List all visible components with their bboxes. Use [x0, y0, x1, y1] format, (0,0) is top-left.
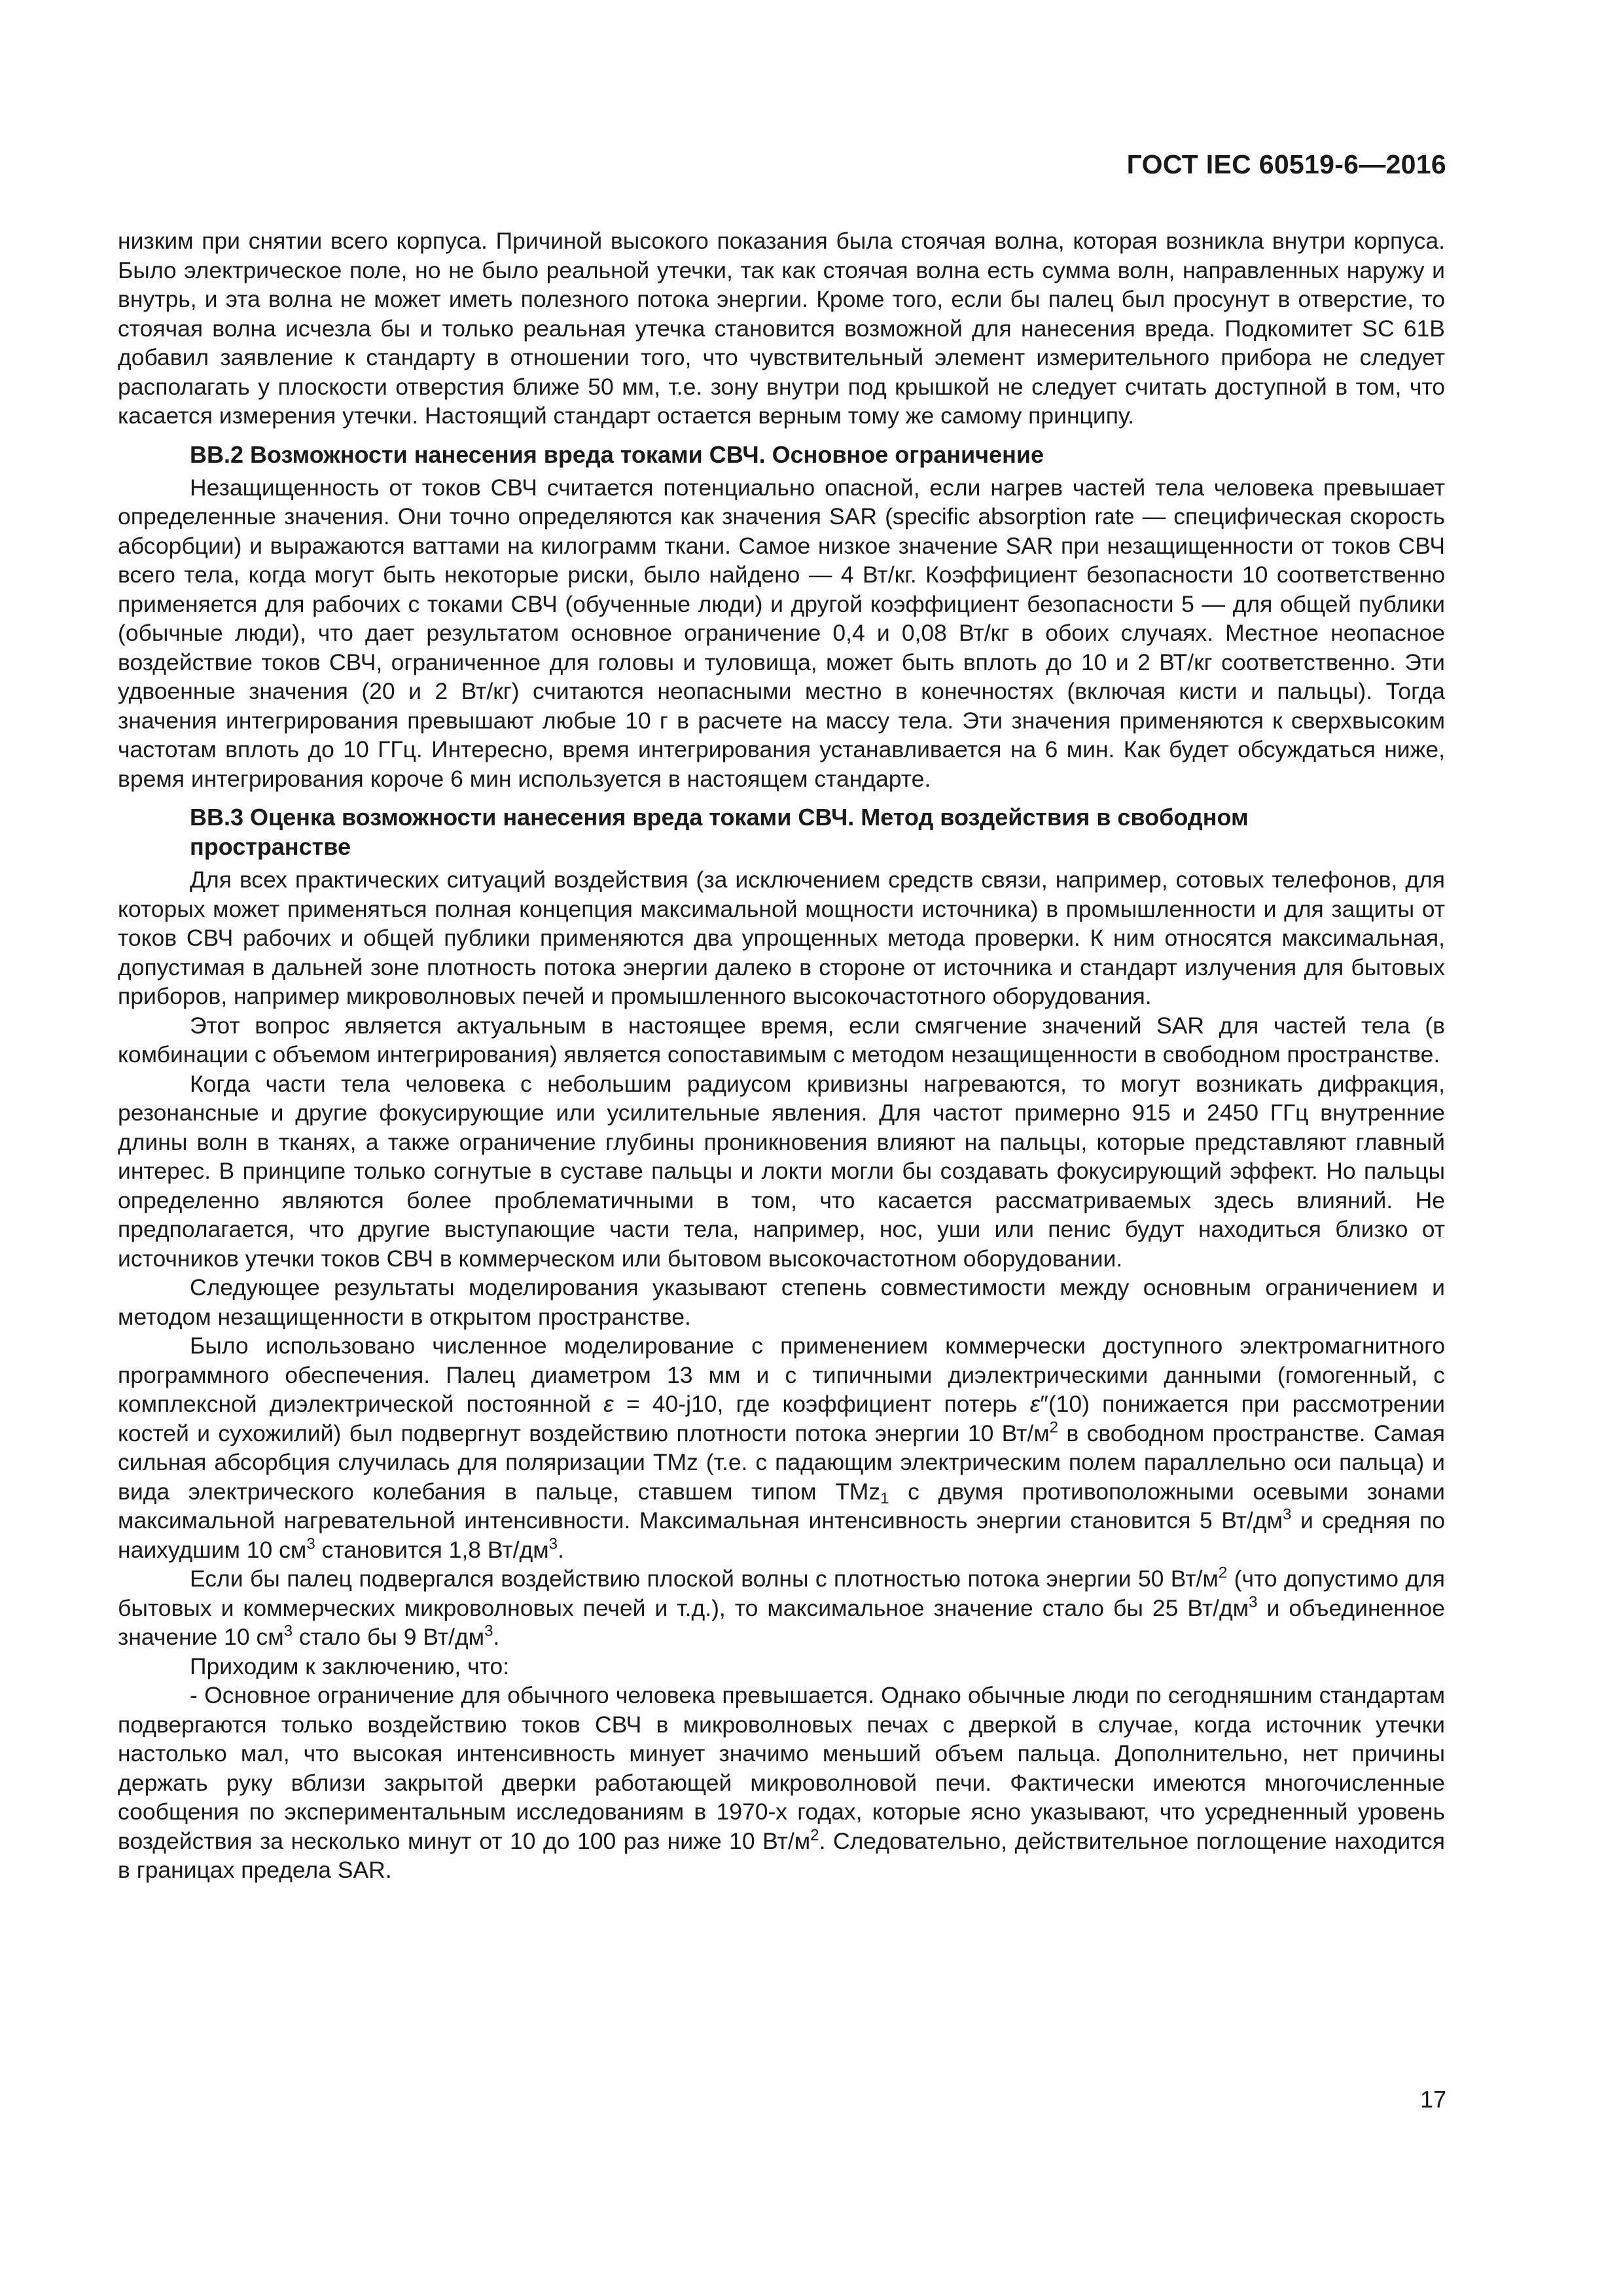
text-segment: = 40-j10, где коэффициент потерь [613, 1391, 1030, 1417]
paragraph-bb3-4: Следующее результаты моделирования указывают степень совместимости между основным ограничением и методом незащищенности в открытом пространстве. [118, 1274, 1445, 1330]
superscript: 2 [1049, 1418, 1059, 1437]
superscript: 3 [1249, 1593, 1258, 1611]
document-body [118, 226, 1445, 1885]
paragraph-bb3-6 [118, 1564, 1445, 1652]
text-segment: стало бы 9 Вт/дм [293, 1624, 485, 1650]
text-segment: . [493, 1624, 500, 1650]
text-segment: (что допустимо для бытовых и коммерческих микроволновых печей и т.д.), то максимальное значение стало бы 25 Вт/дм [118, 1566, 1446, 1621]
text-segment: Было использовано численное моделирование с применением коммерчески доступного электромагнитного программного обеспечения. Палец диаметром 13 мм и с типичными диэлектрическими данными (гомогенный, с комплексной диэлектрической постоянной [118, 1333, 1445, 1417]
epsilon-symbol: ε [603, 1391, 614, 1417]
superscript: 2 [810, 1826, 819, 1844]
superscript: 3 [283, 1622, 293, 1640]
text-segment: и средняя по наихудшим 10 см [118, 1507, 1445, 1563]
text-segment: ″(10) понижается при рассмотрении костей и сухожилий) был подвергнут воздействию плотности потока энергии 10 Вт/м [118, 1391, 1445, 1446]
superscript: 3 [1283, 1505, 1292, 1524]
text-segment: в свободном пространстве. Самая сильная абсорбция случилась для поляризации TMz (т.е. с падающим электрическим полем параллельно оси пальца) и вида электрического колебания в пальце, ставшем типом TMz [118, 1420, 1445, 1505]
text-segment: Если бы палец подвергался воздействию плоской волны с плотностью потока энергии 50 Вт/м [190, 1566, 1219, 1592]
text-segment: становится 1,8 Вт/дм [315, 1536, 549, 1563]
text-segment: . [558, 1536, 564, 1563]
epsilon-symbol: ε [1029, 1391, 1041, 1417]
page-number: 17 [1419, 2086, 1446, 2113]
paragraph-bb3-1: Для всех практических ситуаций воздействия (за исключением средств связи, например, сотовых телефонов, для которых может применяться полная концепция максимальной мощности источника) в промышленности и для защиты от токов СВЧ рабочих и общей публики применяются два упрощенных метода проверки. К ним относятся максимальная, допустимая в дальней зоне плотность потока энергии далеко в стороне от источника и стандарт излучения для бытовых приборов, например микроволновых печей и промышленного высокочастотного оборудования. [118, 867, 1445, 1009]
subscript: 1 [880, 1489, 889, 1507]
superscript: 3 [548, 1535, 558, 1553]
paragraph-bb3-2: Этот вопрос является актуальным в настоящее время, если смягчение значений SAR для частей тела (в комбинации с объемом интегрирования) является сопоставимым с методом незащищенности в свободном пространстве. [118, 1012, 1445, 1067]
superscript: 3 [484, 1622, 493, 1640]
paragraph-bb3-5 [118, 1331, 1445, 1564]
section-heading-bb3: BB.3 Оценка возможности нанесения вреда токами СВЧ. Метод воздействия в свободном пространстве [190, 804, 1249, 860]
paragraph-bb3-7: Приходим к заключению, что: [190, 1653, 510, 1679]
paragraph-bb2: Незащищенность от токов СВЧ считается потенциально опасной, если нагрев частей тела человека превышает определенные значения. Они точно определяются как значения SAR (specific absorption rate — специфическая скорость абсорбции) и выражаются ваттами на килограмм ткани. Самое низкое значение SAR при незащищенности от токов СВЧ всего тела, когда могут быть некоторые риски, было найдено — 4 Вт/кг. Коэффициент безопасности 10 соответственно применяется для рабочих с токами СВЧ (обученные люди) и другой коэффициент безопасности 5 — для общей публики (обычные люди), что дает результатом основное ограничение 0,4 и 0,08 Вт/кг в обоих случаях. Местное неопасное воздействие токов СВЧ, ограниченное для головы и туловища, может быть вплоть до 10 и 2 ВТ/кг соответственно. Эти удвоенные значения (20 и 2 Вт/кг) считаются неопасными местно в конечностях (включая кисти и пальцы). Тогда значения интегрирования превышают любые 10 г в расчете на массу тела. Эти значения применяются к сверхвысоким частотам вплоть до 10 ГГц. Интересно, время интегрирования устанавливается на 6 мин. Как будет обсуждаться ниже, время интегрирования короче 6 мин используется в настоящем стандарте. [118, 474, 1445, 792]
superscript: 2 [1218, 1564, 1228, 1582]
intro-paragraph: низким при снятии всего корпуса. Причиной высокого показания была стоячая волна, которая возникла внутри корпуса. Было электрическое поле, но не было реальной утечки, так как стоячая волна есть сумма волн, направленных наружу и внутрь, и эта волна не может иметь полезного потока энергии. Кроме того, если бы палец был просунут в отверстие, то стоячая волна исчезла бы и только реальная утечка становится возможной для нанесения вреда. Подкомитет SC 61B добавил заявление к стандарту в отношении того, что чувствительный элемент измерительного прибора не следует располагать у плоскости отверстия ближе 50 мм, т.е. зону внутри под крышкой не следует считать доступной в том, что касается измерения утечки. Настоящий стандарт остается верным тому же самому принципу. [118, 228, 1445, 429]
superscript: 3 [306, 1535, 315, 1553]
text-segment: с двумя противоположными осевыми зонами максимальной нагревательной интенсивности. Максимальная интенсивность энергии становится 5 Вт/дм [118, 1478, 1445, 1534]
text-segment: и объединенное значение 10 см [118, 1594, 1446, 1650]
section-heading-bb2: BB.2 Возможности нанесения вреда токами СВЧ. Основное ограничение [190, 440, 1044, 468]
text-segment: . Следовательно, действительное поглощение находится в границах предела SAR. [118, 1827, 1446, 1883]
paragraph-bb3-3: Когда части тела человека с небольшим радиусом кривизны нагреваются, то могут возникать дифракция, резонансные и другие фокусирующие или усилительные явления. Для частот примерно 915 и 2450 ГГц внутренние длины волн в тканях, а также ограничение глубины проникновения влияют на пальцы, которые представляют главный интерес. В принципе только согнутые в суставе пальцы и локти могли бы создавать фокусирующий эффект. Но пальцы определенно являются более проблематичными в том, что касается рассматриваемых здесь влияний. Не предполагается, что другие выступающие части тела, например, нос, уши или пенис будут находиться близко от источников утечки токов СВЧ в коммерческом или бытовом высокочастотном оборудовании. [118, 1070, 1445, 1272]
standard-code-header: ГОСТ IEC 60519-6—2016 [1126, 149, 1446, 179]
list-item [118, 1681, 1445, 1885]
text-segment: - Основное ограничение для обычного человека превышается. Однако обычные люди по сегодняшним стандартам подвергаются только воздействию токов СВЧ в микроволновых печах с дверкой в случае, когда источник утечки настолько мал, что высокая интенсивность минует значимо меньший объем пальца. Дополнительно, нет причины держать руку вблизи закрытой дверки работающей микроволновой печи. Фактически имеются многочисленные сообщения по экспериментальным исследованиям в 1970-х годах, которые ясно указывают, что усредненный уровень воздействия за несколько минут от 10 до 100 раз ниже 10 Вт/м [118, 1682, 1445, 1854]
